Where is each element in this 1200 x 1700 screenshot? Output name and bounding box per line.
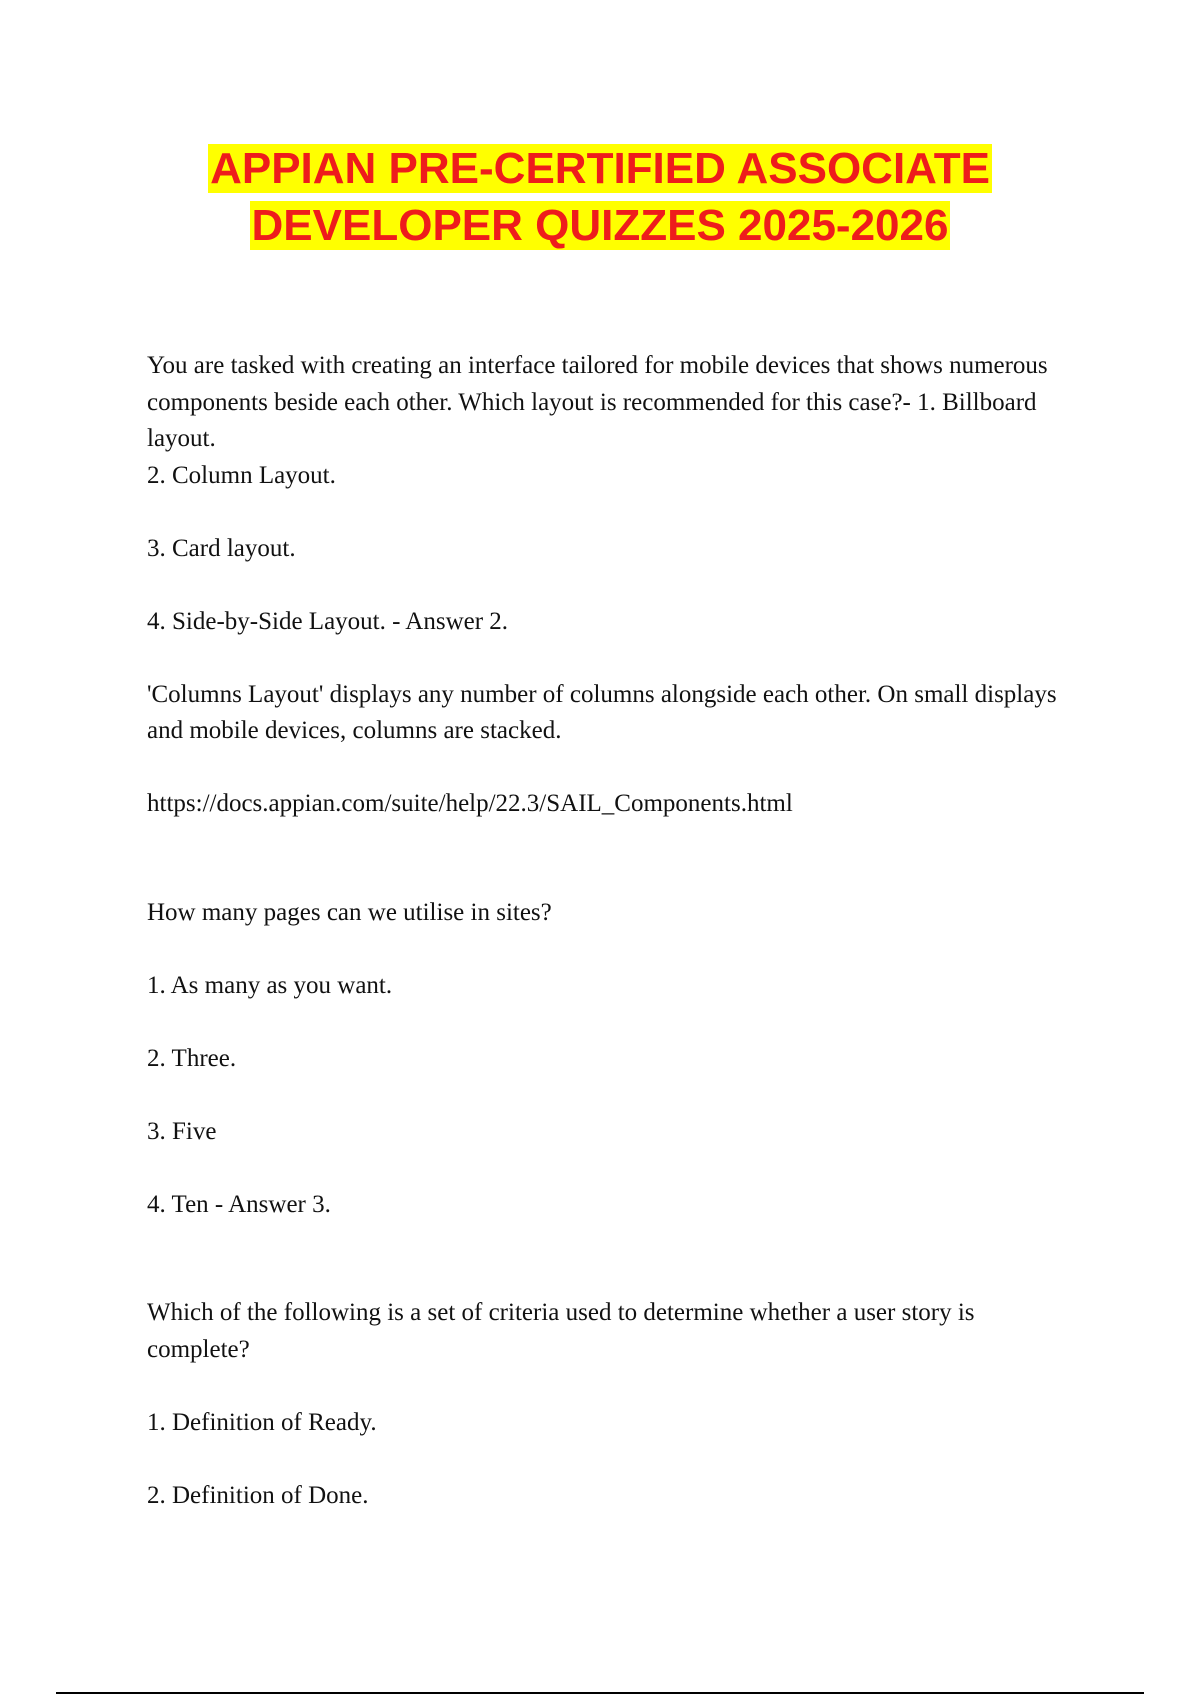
question-2-option-1: 1. As many as you want. bbox=[147, 971, 393, 999]
document-body bbox=[147, 348, 1067, 1514]
question-1-text: You are tasked with creating an interface tailored for mobile devices that shows numerous components beside each other. Which layout is recommended for this case?- 1. Billboard layout. bbox=[147, 352, 1048, 452]
bottom-divider bbox=[56, 1692, 1144, 1694]
question-2-option-3: 3. Five bbox=[147, 1117, 217, 1145]
question-1-option-2: 2. Column Layout. bbox=[147, 461, 336, 489]
question-1-explanation: 'Columns Layout' displays any number of columns alongside each other. On small displays and mobile devices, columns are stacked. bbox=[147, 680, 1057, 744]
question-2-option-4-answer: 4. Ten - Answer 3. bbox=[147, 1190, 331, 1218]
question-3-option-1: 1. Definition of Ready. bbox=[147, 1408, 377, 1436]
question-3-text: Which of the following is a set of criteria used to determine whether a user story is complete? bbox=[147, 1299, 975, 1363]
document-title bbox=[0, 140, 1200, 254]
question-1-reference-link: https://docs.appian.com/suite/help/22.3/SAIL_Components.html bbox=[147, 790, 793, 817]
question-2-option-2: 2. Three. bbox=[147, 1044, 237, 1072]
question-3-option-2: 2. Definition of Done. bbox=[147, 1481, 369, 1509]
title-line-2: DEVELOPER QUIZZES 2025-2026 bbox=[251, 201, 949, 250]
question-2-text: How many pages can we utilise in sites? bbox=[147, 898, 552, 926]
question-1-option-3: 3. Card layout. bbox=[147, 534, 296, 562]
title-line-1: APPIAN PRE-CERTIFIED ASSOCIATE bbox=[210, 144, 990, 193]
question-1-option-4-answer: 4. Side-by-Side Layout. - Answer 2. bbox=[147, 607, 509, 635]
